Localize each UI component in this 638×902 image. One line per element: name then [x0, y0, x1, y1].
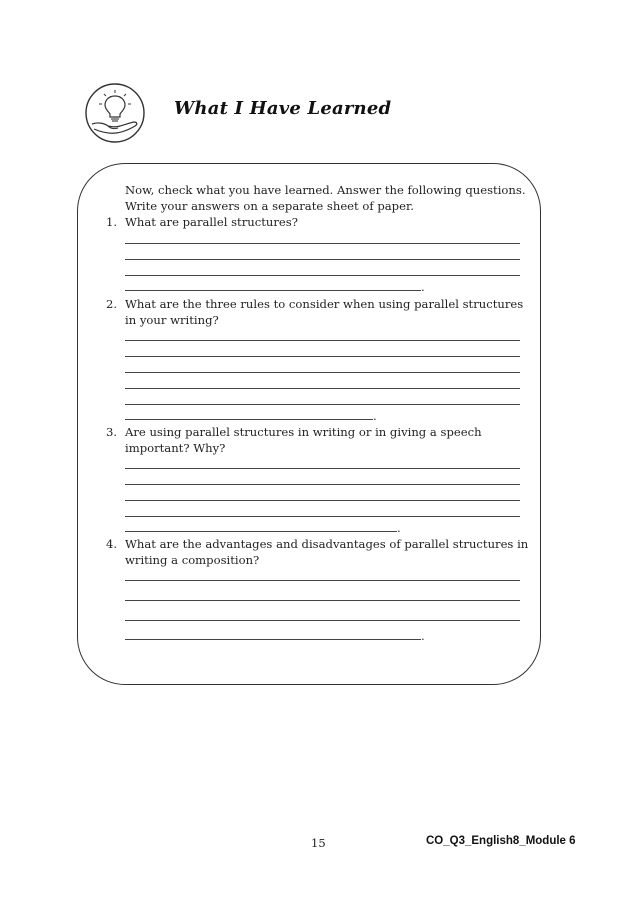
- period-mark: .: [421, 280, 425, 294]
- answer-line: [125, 259, 520, 260]
- question-text: Are using parallel structures in writing or in giving a speech: [125, 425, 482, 439]
- answer-line: [125, 404, 520, 405]
- question-number: 1.: [106, 215, 118, 229]
- period-mark: .: [421, 629, 425, 643]
- lightbulb-hand-icon: [84, 82, 146, 144]
- question-text: What are parallel structures?: [125, 215, 298, 229]
- question-text: What are the three rules to consider when using parallel structures: [125, 297, 524, 311]
- answer-line: [125, 500, 520, 501]
- answer-line: [125, 531, 397, 532]
- answer-line: [125, 290, 421, 291]
- question-number: 4.: [106, 537, 118, 551]
- intro-line-1: Now, check what you have learned. Answer the following questions.: [125, 183, 526, 197]
- period-mark: .: [397, 521, 401, 535]
- answer-line: [125, 468, 520, 469]
- answer-line: [125, 516, 520, 517]
- answer-line: [125, 243, 520, 244]
- question-text: writing a composition?: [125, 553, 260, 567]
- page-number: 15: [311, 836, 326, 850]
- answer-box: [77, 163, 541, 685]
- module-code: CO_Q3_English8_Module 6: [426, 835, 576, 847]
- answer-line: [125, 356, 520, 357]
- answer-line: [125, 580, 520, 581]
- answer-line: [125, 419, 373, 420]
- question-text: What are the advantages and disadvantages of parallel structures in: [125, 537, 529, 551]
- period-mark: .: [373, 409, 377, 423]
- question-number: 2.: [106, 297, 118, 311]
- answer-line: [125, 600, 520, 601]
- answer-line: [125, 275, 520, 276]
- answer-line: [125, 639, 421, 640]
- answer-line: [125, 372, 520, 373]
- intro-line-2: Write your answers on a separate sheet of paper.: [125, 199, 414, 213]
- section-title: What I Have Learned: [174, 98, 392, 119]
- question-text: important? Why?: [125, 441, 226, 455]
- answer-line: [125, 620, 520, 621]
- answer-line: [125, 340, 520, 341]
- answer-line: [125, 388, 520, 389]
- answer-line: [125, 484, 520, 485]
- question-number: 3.: [106, 425, 118, 439]
- question-text: in your writing?: [125, 313, 219, 327]
